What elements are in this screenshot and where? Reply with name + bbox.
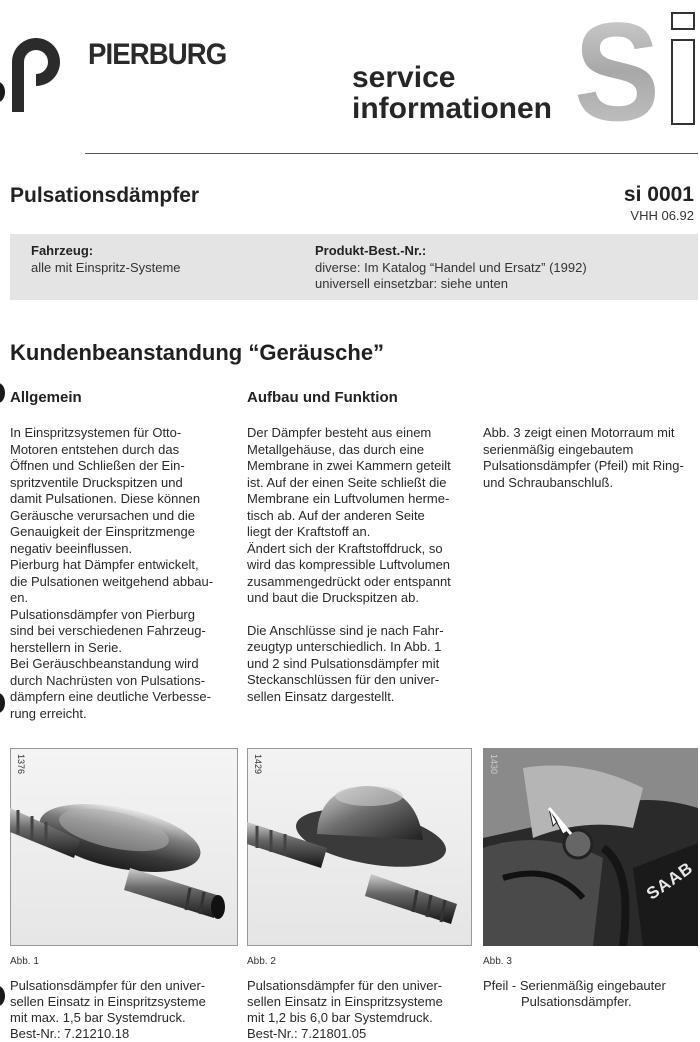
damper-image-2 — [247, 748, 472, 946]
product-value-1: diverse: Im Katalog “Handel und Ersatz” (1992) — [315, 260, 587, 275]
figure-3-caption — [483, 978, 698, 1010]
text-line: zusammengedrückt oder entspannt — [247, 573, 451, 589]
binder-hole — [0, 383, 5, 403]
text-line: Abb. 3 zeigt einen Motorraum mit — [483, 425, 675, 440]
figure-3-photo — [483, 748, 698, 946]
text-line: Pulsationsdämpfer (Pfeil) mit Ring- — [483, 458, 684, 473]
text-line: und baut die Druckspitzen ab. — [247, 590, 419, 605]
text-line: tisch ab. Auf der anderen Seite — [247, 507, 425, 523]
text-line: damit Pulsationen. Diese können — [10, 491, 201, 506]
text-line: Motoren entstehen durch das — [10, 441, 180, 457]
text-line: Geräusche verursachen und die — [10, 507, 196, 523]
text-line: sind bei verschiedenen Fahrzeug- — [10, 623, 206, 638]
text-line: und 2 sind Pulsationsdämpfer mit — [247, 655, 440, 671]
section-heading: Kundenbeanstandung “Geräusche” — [10, 340, 385, 365]
text-line: Membrane in zwei Kammern geteilt — [247, 458, 451, 473]
text-line: Membrane ein Luftvolumen herme- — [247, 491, 450, 506]
col-aufbau-text — [247, 425, 472, 705]
pierburg-logo-icon — [8, 36, 80, 112]
figure-2-label: Abb. 2 — [247, 956, 276, 967]
text-line: Die Anschlüsse sind je nach Fahr- — [247, 622, 444, 638]
text-line: Genauigkeit der Einspritzmenge — [10, 524, 195, 539]
text-line: Ändert sich der Kraftstoffdruck, so — [247, 540, 443, 556]
brand-name: PIERBURG — [88, 38, 227, 71]
document-title: Pulsationsdämpfer — [10, 184, 200, 207]
header-divider — [85, 153, 698, 154]
product-value-2: universell einsetzbar: siehe unten — [315, 276, 508, 291]
photo-number: 1376 — [16, 754, 26, 775]
version-date: VHH 06.92 — [630, 208, 694, 223]
text-line: Pulsationsdämpfer von Pierburg — [10, 606, 195, 622]
text-line: Metallgehäuse, das durch eine — [247, 441, 425, 457]
figure-1-photo — [10, 748, 238, 946]
caption-line: mit 1,2 bis 6,0 bar Systemdruck. — [247, 1010, 433, 1025]
text-line: Steckanschlüssen für den univer- — [247, 672, 440, 687]
binder-hole — [0, 986, 5, 1006]
figure-2-caption — [247, 978, 472, 1042]
text-line: zeugtyp unterschiedlich. In Abb. 1 — [247, 639, 442, 654]
text-line: dämpfern eine deutliche Verbesse- — [10, 689, 211, 704]
text-line: In Einspritzsystemen für Otto- — [10, 425, 182, 440]
text-line: ist. Auf der einen Seite schließt die — [247, 474, 447, 490]
text-line: spritzventile Druckspitzen und — [10, 474, 183, 490]
text-line: und Schraubanschluß. — [483, 474, 614, 490]
figure-2-photo — [247, 748, 472, 946]
engine-bay-image — [483, 748, 698, 946]
text-line: sellen Einsatz dargestellt. — [247, 688, 395, 704]
text-line: Der Dämpfer besteht aus einem — [247, 425, 432, 440]
caption-line: Best-Nr.: 7.21801.05 — [247, 1026, 367, 1041]
svg-text:S: S — [574, 8, 660, 130]
text-line: Öffnen und Schließen der Ein- — [10, 458, 185, 473]
figure-1-label: Abb. 1 — [10, 956, 39, 967]
col-aufbau-heading: Aufbau und Funktion — [247, 389, 398, 406]
photo-number: 1430 — [489, 754, 499, 775]
service-title — [352, 62, 552, 124]
figure-3-label: Abb. 3 — [483, 956, 512, 967]
text-line: Pierburg hat Dämpfer entwickelt, — [10, 557, 199, 572]
text-line: herstellern in Serie. — [10, 639, 122, 655]
col-allgemein-text — [10, 425, 238, 722]
photo-number: 1429 — [253, 754, 263, 775]
text-line: wird das kompressible Luftvolumen — [247, 557, 451, 572]
text-line: rung erreicht. — [10, 705, 87, 721]
text-line: die Pulsationen weitgehend abbau- — [10, 573, 214, 589]
vehicle-label: Fahrzeug: — [31, 243, 94, 258]
binder-hole — [0, 82, 5, 102]
caption-line: sellen Einsatz in Einspritzsysteme — [247, 994, 443, 1009]
caption-line: Pulsationsdämpfer. — [521, 994, 632, 1009]
si-logo-icon — [574, 8, 698, 130]
text-line: Bei Geräuschbeanstandung wird — [10, 656, 199, 671]
text-line: en. — [10, 590, 29, 605]
caption-line: Pulsationsdämpfer für den univer- — [10, 978, 206, 993]
caption-line: Pulsationsdämpfer für den univer- — [247, 978, 443, 993]
text-line: liegt der Kraftstoff an. — [247, 524, 371, 539]
caption-line: mit max. 1,5 bar Systemdruck. — [10, 1010, 186, 1025]
info-band — [10, 234, 698, 300]
col-allgemein-heading: Allgemein — [10, 389, 82, 406]
text-line: serienmäßig eingebautem — [483, 441, 634, 457]
caption-line: sellen Einsatz in Einspritzsysteme — [10, 994, 206, 1009]
vehicle-value: alle mit Einspritz-Systeme — [31, 260, 181, 275]
col-abb3-text — [483, 425, 698, 491]
si-number: si 0001 — [623, 183, 694, 206]
figure-1-caption — [10, 978, 238, 1042]
service-line-1: service — [352, 61, 456, 94]
service-line-2: informationen — [352, 92, 552, 125]
photo-brand-text: SAAB — [643, 858, 697, 904]
text-line: negativ beeinflussen. — [10, 540, 133, 556]
damper-image-1 — [10, 748, 238, 946]
product-label: Produkt-Best.-Nr.: — [315, 243, 427, 258]
caption-line: Best-Nr.: 7.21210.18 — [10, 1026, 130, 1041]
text-line: durch Nachrüsten von Pulsations- — [10, 672, 206, 688]
binder-hole — [0, 693, 5, 713]
caption-line: Pfeil - Serienmäßig eingebauter — [483, 978, 666, 993]
